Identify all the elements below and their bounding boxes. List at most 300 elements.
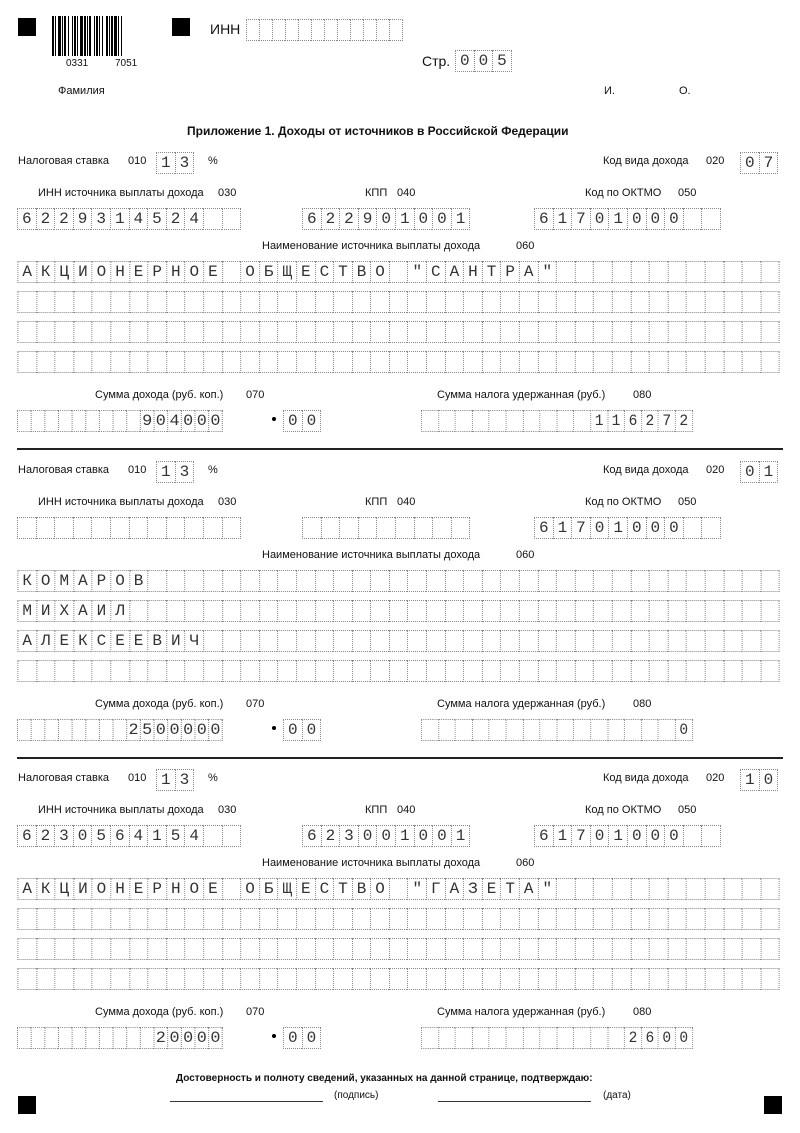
source-name-line-cell <box>389 938 408 960</box>
source-name-line-cell <box>426 321 445 343</box>
income-type-field[interactable] <box>740 152 778 174</box>
tax-withheld-field-cell <box>590 1027 607 1049</box>
source-name-line[interactable] <box>17 291 780 313</box>
source-name-line-cell <box>482 291 501 313</box>
tax-withheld-field-cell: 2 <box>641 410 658 432</box>
source-name-line-cell <box>240 321 259 343</box>
source-name-line-cell <box>723 878 742 900</box>
source-name-line-cell <box>463 291 482 313</box>
income-type-field-cell: 7 <box>759 152 779 174</box>
kpp-field-cell: 2 <box>321 208 340 230</box>
source-name-line[interactable] <box>17 600 780 622</box>
kpp-code: 040 <box>397 804 416 816</box>
percent-sign: % <box>208 464 218 476</box>
source-name-line-cell: О <box>185 261 204 283</box>
source-name-line-cell <box>649 908 668 930</box>
source-name-line-cell: " <box>537 261 556 283</box>
kpp-code: 040 <box>397 496 416 508</box>
source-name-line-cell: " <box>537 878 556 900</box>
source-name-line-cell <box>445 351 464 373</box>
tax-withheld-field-cell <box>539 410 556 432</box>
source-inn-field-cell: 2 <box>166 208 185 230</box>
inn-field-cell <box>311 19 324 41</box>
source-name-line-cell <box>723 908 742 930</box>
source-name-line[interactable] <box>17 968 780 990</box>
source-name-line-cell: О <box>110 570 129 592</box>
source-name-line-cell <box>630 261 649 283</box>
source-name-line-cell <box>537 908 556 930</box>
source-name-line-cell <box>705 351 724 373</box>
kpp-field[interactable] <box>302 825 470 847</box>
source-name-line-cell <box>519 600 538 622</box>
source-name-line-cell <box>147 938 166 960</box>
source-name-line-cell <box>649 261 668 283</box>
income-sum-field-cell <box>17 719 31 741</box>
oktmo-field-cell: 1 <box>553 825 572 847</box>
source-name-line-cell <box>185 291 204 313</box>
source-name-line-cell <box>259 660 278 682</box>
source-name-line-cell: " <box>407 261 426 283</box>
income-kopecks-field-cell: 0 <box>283 719 302 741</box>
tax-withheld-code: 080 <box>633 389 652 401</box>
source-name-line-cell <box>296 321 315 343</box>
source-name-line-cell <box>556 878 575 900</box>
oktmo-field-cell: 1 <box>553 208 572 230</box>
source-name-line-cell <box>73 938 92 960</box>
source-name-line-cell <box>370 321 389 343</box>
oktmo-field-cell: 1 <box>608 825 627 847</box>
source-inn-field[interactable] <box>17 208 241 230</box>
source-name-line-cell <box>426 291 445 313</box>
source-name-line-cell <box>668 908 687 930</box>
tax-withheld-field-cell <box>590 719 607 741</box>
source-name-line-cell <box>742 570 761 592</box>
tax-withheld-field-cell <box>556 719 573 741</box>
barcode-image <box>52 16 123 56</box>
kpp-field-cell: 3 <box>339 825 358 847</box>
source-name-line-cell <box>760 630 780 652</box>
tax-withheld-code: 080 <box>633 698 652 710</box>
source-name-line-cell <box>445 570 464 592</box>
income-sum-field-cell <box>17 410 31 432</box>
source-name-line-cell <box>166 660 185 682</box>
source-name-line-cell <box>92 351 111 373</box>
source-name-line-cell <box>463 630 482 652</box>
source-name-line-cell: И <box>36 600 55 622</box>
tax-rate-label: Налоговая ставка <box>18 772 110 784</box>
source-name-line-cell <box>649 660 668 682</box>
tax-withheld-field-cell <box>421 410 438 432</box>
source-name-line-cell <box>630 878 649 900</box>
source-name-line-cell <box>686 878 705 900</box>
source-name-line-cell <box>147 321 166 343</box>
source-name-line[interactable] <box>17 351 780 373</box>
income-sum-field-cell <box>85 1027 99 1049</box>
oktmo-code: 050 <box>678 187 697 199</box>
tax-withheld-field-cell <box>489 410 506 432</box>
income-sum-field-cell: 9 <box>140 410 154 432</box>
tax-withheld-field[interactable] <box>421 719 693 741</box>
source-inn-code: 030 <box>218 804 237 816</box>
source-name-line-cell <box>147 291 166 313</box>
source-name-line-cell <box>668 968 687 990</box>
source-name-line-cell <box>55 291 74 313</box>
income-type-field-cell: 0 <box>740 461 759 483</box>
source-name-line-cell <box>407 351 426 373</box>
income-sum-field[interactable] <box>17 719 223 741</box>
income-type-field[interactable] <box>740 769 778 791</box>
source-name-line-cell <box>705 600 724 622</box>
source-name-line-cell <box>760 968 780 990</box>
source-name-line-cell <box>445 660 464 682</box>
tax-rate-label: Налоговая ставка <box>18 155 110 167</box>
source-name-line[interactable] <box>17 938 780 960</box>
source-name-line-cell <box>556 600 575 622</box>
source-name-line-cell: А <box>17 261 36 283</box>
income-type-field-cell: 1 <box>740 769 759 791</box>
oktmo-field-cell <box>683 208 702 230</box>
source-name-line-cell <box>129 968 148 990</box>
source-name-line-cell <box>575 261 594 283</box>
tax-rate-field-cell: 1 <box>156 461 175 483</box>
kpp-label: КПП <box>365 187 388 199</box>
income-sum-field[interactable] <box>17 1027 223 1049</box>
source-name-line[interactable] <box>17 908 780 930</box>
source-name-line-cell <box>277 968 296 990</box>
oktmo-field[interactable] <box>534 825 721 847</box>
source-name-line-cell <box>407 968 426 990</box>
tax-rate-field[interactable] <box>156 769 194 791</box>
source-name-line-cell <box>705 908 724 930</box>
tax-withheld-field-cell: 7 <box>658 410 675 432</box>
income-sum-field-cell: 0 <box>181 410 195 432</box>
income-sum-field-cell <box>17 1027 31 1049</box>
tax-withheld-field[interactable] <box>421 410 693 432</box>
source-name-line-cell <box>277 938 296 960</box>
source-name-line-cell <box>575 570 594 592</box>
source-name-line-cell <box>370 908 389 930</box>
source-name-line-cell <box>519 570 538 592</box>
source-name-line-cell <box>352 291 371 313</box>
source-name-line-cell: К <box>36 878 55 900</box>
source-name-line-cell: Ц <box>55 261 74 283</box>
income-kopecks-field[interactable] <box>283 1027 321 1049</box>
source-name-line-cell <box>203 321 222 343</box>
source-name-line-cell <box>166 908 185 930</box>
source-name-line-cell <box>277 908 296 930</box>
section-divider <box>17 448 783 450</box>
source-name-line-cell <box>110 968 129 990</box>
source-name-line-cell: Е <box>203 878 222 900</box>
source-name-line-cell <box>575 291 594 313</box>
source-name-line-cell <box>537 660 556 682</box>
income-type-field-cell: 1 <box>759 461 779 483</box>
source-name-line-cell <box>593 291 612 313</box>
initial-o-label: О. <box>679 85 691 97</box>
source-name-line-cell <box>333 938 352 960</box>
source-name-line-cell <box>612 630 631 652</box>
income-sum-field-cell <box>113 719 127 741</box>
page-number-cell: 5 <box>492 50 512 72</box>
income-sum-field-cell: 0 <box>208 410 223 432</box>
source-name-line-cell <box>705 570 724 592</box>
source-name-line-cell: Т <box>482 261 501 283</box>
income-sum-field-cell <box>72 719 86 741</box>
source-name-line-cell <box>742 968 761 990</box>
source-name-line-cell <box>426 570 445 592</box>
kpp-field-cell: 6 <box>302 208 321 230</box>
tax-rate-field[interactable] <box>156 461 194 483</box>
income-sum-field-cell <box>99 410 113 432</box>
signature-line[interactable] <box>170 1101 323 1102</box>
source-name-line-cell <box>129 908 148 930</box>
source-name-line-cell <box>36 908 55 930</box>
source-name-line[interactable] <box>17 570 780 592</box>
oktmo-code: 050 <box>678 496 697 508</box>
date-line[interactable] <box>438 1101 591 1102</box>
source-name-line-cell <box>742 878 761 900</box>
source-name-line-cell <box>556 351 575 373</box>
source-name-line-cell <box>259 321 278 343</box>
kpp-field-cell <box>414 517 433 539</box>
source-name-line-cell <box>426 630 445 652</box>
source-inn-field[interactable] <box>17 517 241 539</box>
source-name-line-cell <box>612 291 631 313</box>
income-type-label: Код вида дохода <box>603 772 689 784</box>
oktmo-field-cell: 0 <box>646 208 665 230</box>
source-name-line-cell <box>445 321 464 343</box>
tax-withheld-field-cell <box>438 719 455 741</box>
source-name-line-cell <box>36 291 55 313</box>
income-sum-field-cell <box>85 410 99 432</box>
tax-rate-field[interactable] <box>156 152 194 174</box>
income-sum-field-cell: 0 <box>194 719 208 741</box>
source-name-line-cell <box>17 660 36 682</box>
source-name-line-cell <box>612 321 631 343</box>
income-sum-field-cell <box>31 1027 45 1049</box>
kpp-field[interactable] <box>302 208 470 230</box>
source-name-line-cell <box>445 968 464 990</box>
source-name-line-cell: К <box>17 570 36 592</box>
source-name-line-cell <box>575 321 594 343</box>
source-name-line-cell <box>426 938 445 960</box>
source-name-line-cell <box>407 321 426 343</box>
source-name-line-cell <box>760 600 780 622</box>
source-inn-field-cell: 6 <box>17 208 36 230</box>
income-sum-field-cell <box>126 1027 140 1049</box>
source-name-line-cell <box>259 291 278 313</box>
source-name-line-cell <box>593 938 612 960</box>
source-name-line-cell <box>389 878 408 900</box>
source-name-line[interactable] <box>17 261 780 283</box>
source-name-line-cell <box>519 291 538 313</box>
source-name-line-cell <box>55 908 74 930</box>
oktmo-field-cell <box>683 825 702 847</box>
source-inn-field-cell: 2 <box>36 208 55 230</box>
source-name-line-cell <box>222 570 241 592</box>
source-name-line-cell: О <box>370 878 389 900</box>
income-sum-field-cell <box>99 719 113 741</box>
inn-field-cell <box>389 19 403 41</box>
source-inn-field-cell: 1 <box>147 825 166 847</box>
source-name-line-cell <box>333 351 352 373</box>
source-name-line-cell <box>723 570 742 592</box>
source-name-line-cell <box>222 908 241 930</box>
kpp-field[interactable] <box>302 517 470 539</box>
source-name-line-cell <box>166 968 185 990</box>
source-name-line[interactable] <box>17 878 780 900</box>
income-sum-field-cell <box>113 410 127 432</box>
source-name-line-cell <box>612 908 631 930</box>
source-name-line-cell <box>482 630 501 652</box>
source-name-line-cell <box>203 351 222 373</box>
inn-field[interactable] <box>246 19 403 41</box>
tax-withheld-field-cell <box>539 1027 556 1049</box>
tax-withheld-field[interactable] <box>421 1027 693 1049</box>
source-name-line[interactable] <box>17 321 780 343</box>
source-name-line-cell <box>259 570 278 592</box>
oktmo-field-cell: 0 <box>664 825 683 847</box>
source-name-line-cell <box>370 570 389 592</box>
source-name-line-cell <box>593 351 612 373</box>
source-name-line-cell <box>296 291 315 313</box>
tax-withheld-field-cell <box>421 719 438 741</box>
source-name-line-cell <box>147 351 166 373</box>
initial-i-label: И. <box>604 85 615 97</box>
oktmo-field-cell: 0 <box>590 825 609 847</box>
oktmo-field-cell: 0 <box>664 208 683 230</box>
source-name-line-cell <box>556 630 575 652</box>
income-sum-label: Сумма дохода (руб. коп.) <box>95 1006 224 1018</box>
source-name-line-cell: К <box>36 261 55 283</box>
source-inn-field-cell: 4 <box>184 825 203 847</box>
source-name-line-cell <box>742 600 761 622</box>
source-name-line-cell <box>166 321 185 343</box>
tax-withheld-field-cell <box>506 410 523 432</box>
source-name-line-cell: О <box>92 878 111 900</box>
source-inn-field-cell: 3 <box>54 825 73 847</box>
source-name-line-cell <box>593 630 612 652</box>
corner-marker-bottom-right <box>764 1096 782 1114</box>
source-name-line-cell <box>519 351 538 373</box>
percent-sign: % <box>208 155 218 167</box>
income-sum-label: Сумма дохода (руб. коп.) <box>95 698 224 710</box>
source-name-line[interactable] <box>17 660 780 682</box>
source-name-line-cell: В <box>352 261 371 283</box>
source-name-line-cell <box>705 660 724 682</box>
income-sum-field-cell: 0 <box>167 719 181 741</box>
oktmo-field-cell: 1 <box>553 517 572 539</box>
source-name-line-cell <box>649 968 668 990</box>
source-name-line-cell <box>73 660 92 682</box>
kpp-field-cell: 0 <box>414 825 433 847</box>
source-name-line-cell <box>760 351 780 373</box>
source-name-line-cell <box>315 968 334 990</box>
income-sum-field-cell: 4 <box>167 410 181 432</box>
source-inn-field[interactable] <box>17 825 241 847</box>
source-name-line-cell <box>352 968 371 990</box>
source-name-line-cell <box>389 600 408 622</box>
source-name-line-cell <box>166 938 185 960</box>
source-name-line-cell <box>352 660 371 682</box>
source-name-line-cell <box>110 351 129 373</box>
income-sum-label: Сумма дохода (руб. коп.) <box>95 389 224 401</box>
source-name-line-cell <box>240 630 259 652</box>
oktmo-field[interactable] <box>534 517 721 539</box>
source-name-line-cell <box>315 938 334 960</box>
income-kopecks-field[interactable] <box>283 410 321 432</box>
inn-field-cell <box>285 19 298 41</box>
source-name-line-cell: А <box>445 878 464 900</box>
source-name-line-cell: Г <box>426 878 445 900</box>
source-name-line-cell <box>556 660 575 682</box>
tax-rate-code: 010 <box>128 155 147 167</box>
source-name-line-cell: З <box>463 878 482 900</box>
source-name-line-cell <box>630 938 649 960</box>
source-name-line-cell <box>593 600 612 622</box>
source-name-line-cell <box>630 291 649 313</box>
source-name-line-cell <box>36 660 55 682</box>
income-sum-field-cell: 5 <box>140 719 154 741</box>
source-name-line-cell <box>352 938 371 960</box>
source-name-line-cell <box>92 908 111 930</box>
oktmo-field[interactable] <box>534 208 721 230</box>
income-sum-field-cell: 2 <box>126 719 140 741</box>
oktmo-field-cell: 0 <box>590 208 609 230</box>
income-type-field-cell: 0 <box>759 769 779 791</box>
source-name-line-cell <box>686 968 705 990</box>
source-name-line-cell <box>370 660 389 682</box>
source-name-line-cell: О <box>240 261 259 283</box>
income-type-field[interactable] <box>740 461 778 483</box>
source-name-line-cell <box>185 570 204 592</box>
source-name-line-cell <box>593 968 612 990</box>
source-name-line-cell <box>277 321 296 343</box>
source-inn-field-cell <box>36 517 55 539</box>
income-sum-field-cell <box>113 1027 127 1049</box>
source-name-line-cell <box>407 938 426 960</box>
source-inn-field-cell <box>54 517 73 539</box>
source-name-line-cell: Щ <box>277 261 296 283</box>
source-name-line-cell <box>389 908 408 930</box>
source-name-line-cell <box>259 630 278 652</box>
kpp-field-cell: 0 <box>414 208 433 230</box>
source-name-line-cell <box>519 321 538 343</box>
source-name-line[interactable] <box>17 630 780 652</box>
inn-field-cell <box>259 19 272 41</box>
source-name-line-cell <box>17 908 36 930</box>
income-sum-field[interactable] <box>17 410 223 432</box>
source-name-line-cell <box>668 570 687 592</box>
source-name-line-cell: Е <box>482 878 501 900</box>
tax-withheld-field-cell <box>607 1027 624 1049</box>
source-name-line-cell: Н <box>166 261 185 283</box>
source-name-line-cell <box>222 351 241 373</box>
source-name-line-cell <box>129 321 148 343</box>
source-name-line-cell: М <box>17 600 36 622</box>
page-number-field[interactable] <box>455 50 512 72</box>
source-name-line-cell <box>296 968 315 990</box>
oktmo-code: 050 <box>678 804 697 816</box>
income-sum-field-cell <box>58 719 72 741</box>
source-name-line-cell <box>500 351 519 373</box>
source-name-line-cell <box>129 938 148 960</box>
source-name-line-cell <box>649 570 668 592</box>
source-name-line-cell: Щ <box>277 878 296 900</box>
source-name-line-cell: Н <box>463 261 482 283</box>
income-kopecks-field[interactable] <box>283 719 321 741</box>
source-name-line-cell <box>630 351 649 373</box>
